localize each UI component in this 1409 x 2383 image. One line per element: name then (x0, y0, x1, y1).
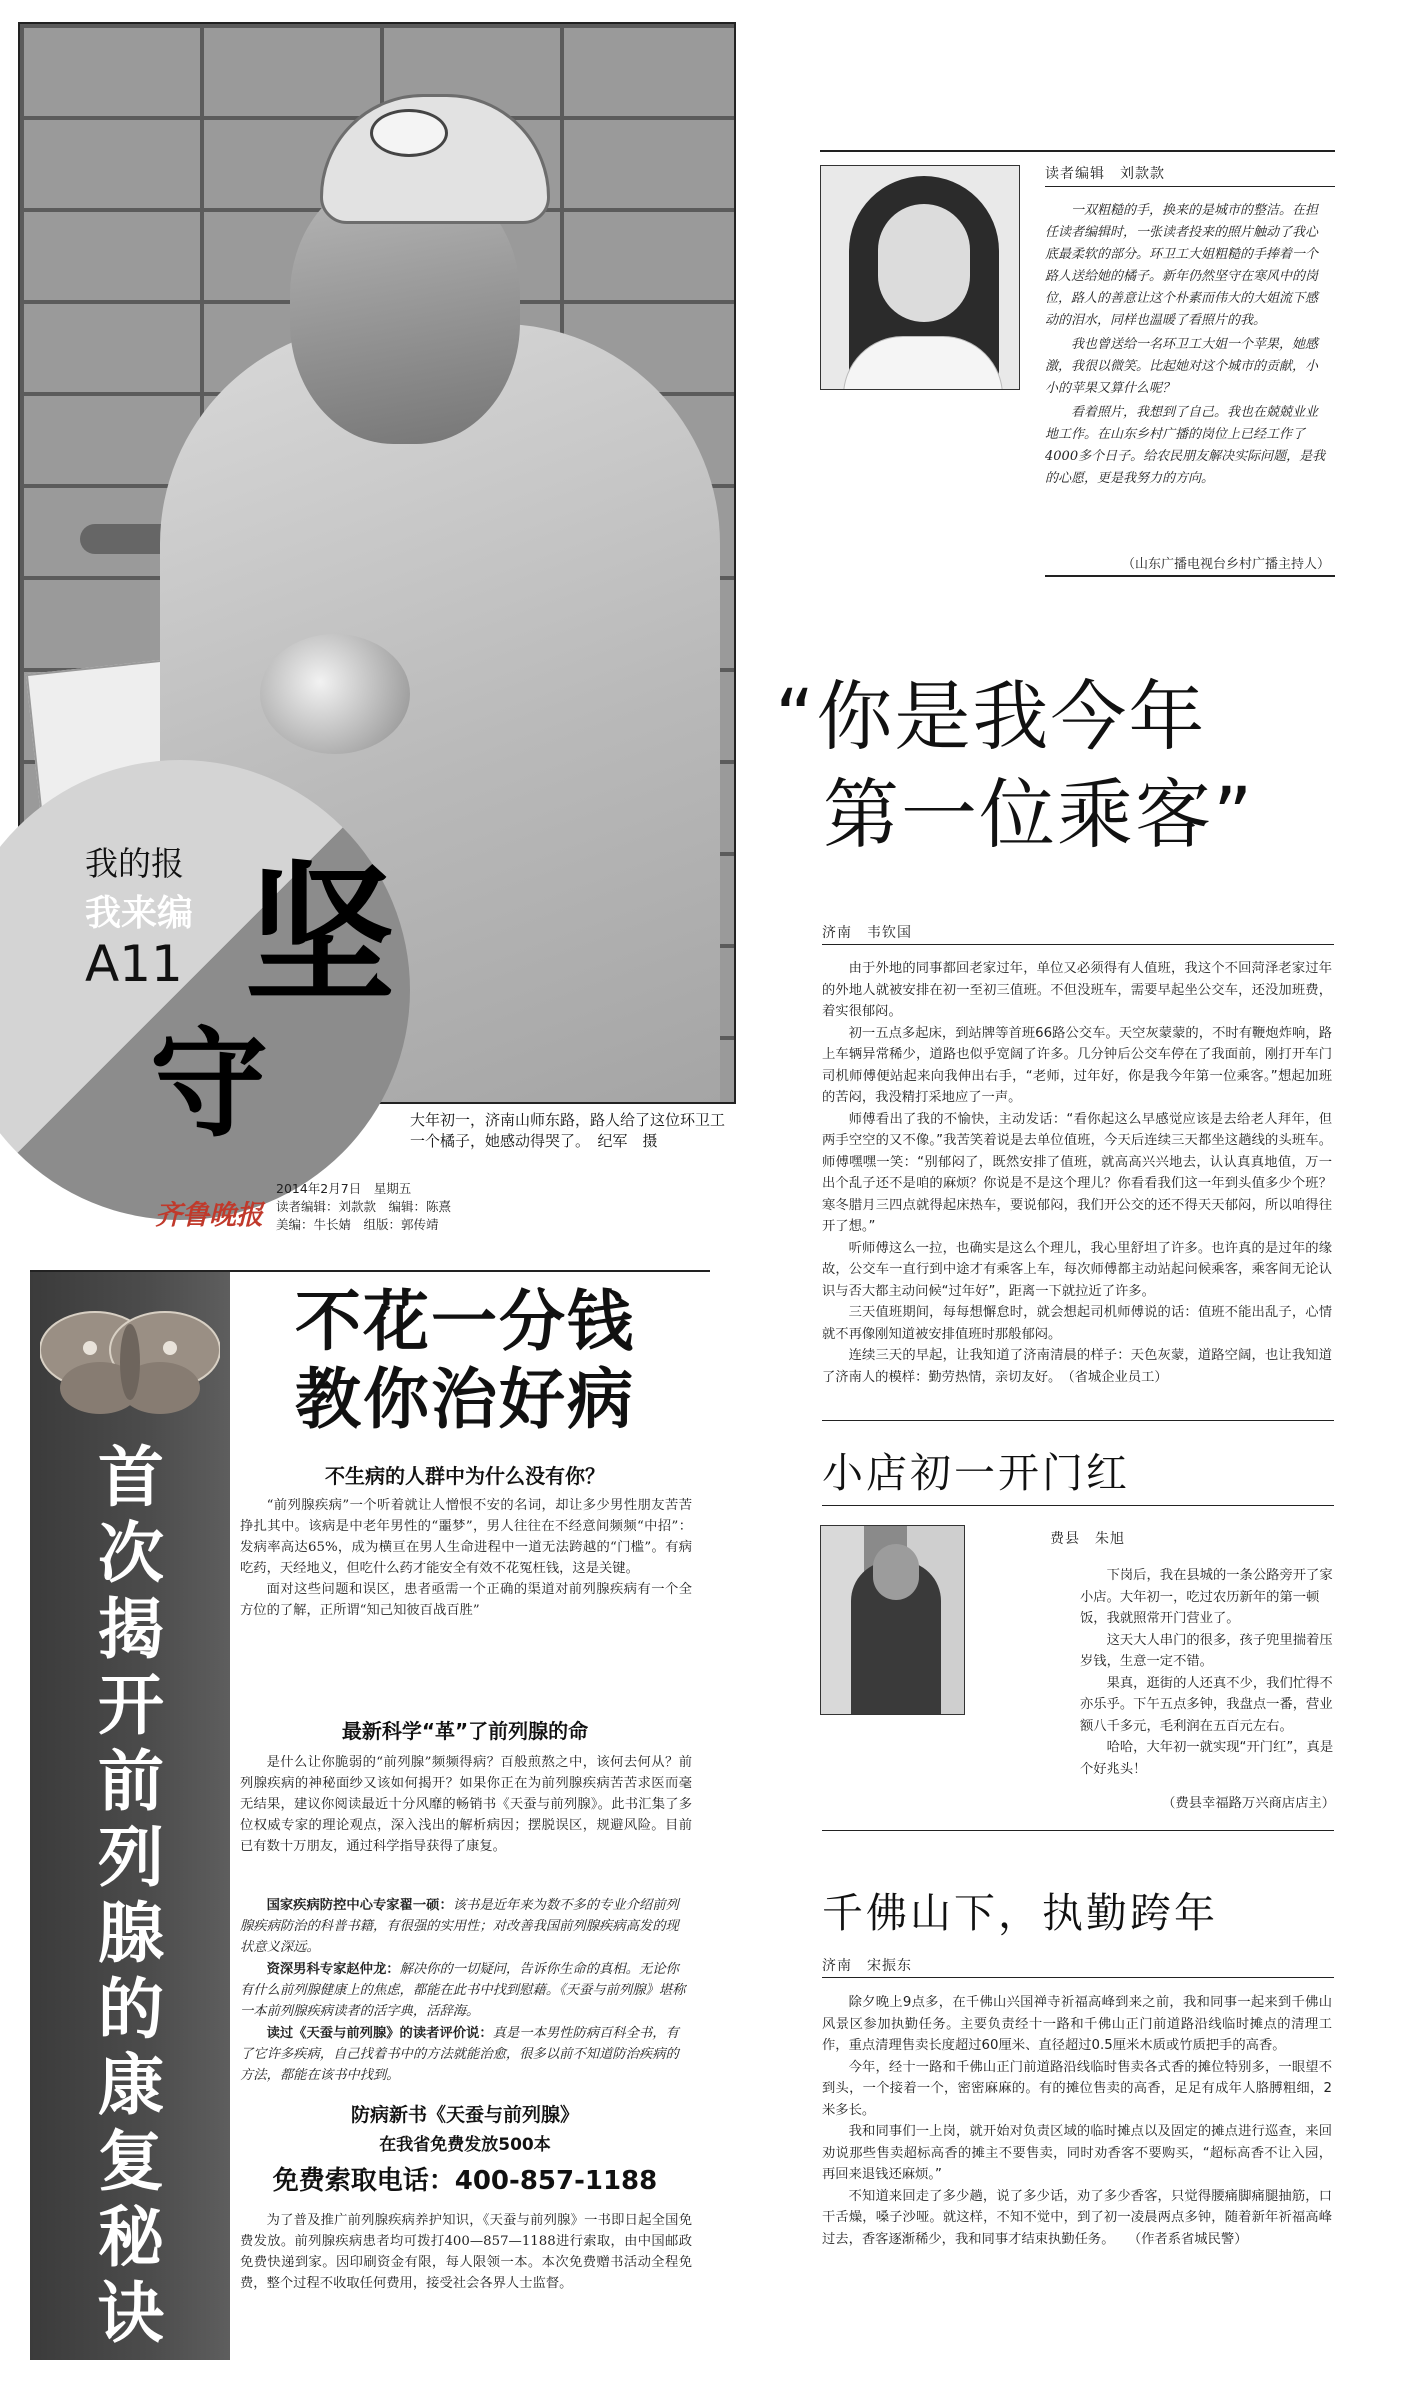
shopkeeper-photo (820, 1525, 965, 1715)
article-2-signature: （费县幸福路万兴商店店主） (1162, 1796, 1335, 1811)
article-1-paragraph: 听师傅这么一拉，也确实是这么个理儿，我心里舒坦了许多。也许真的是过年的缘故，公交车一直行到中途才有乘客上车，每次师傅都主动站起问候乘客，乘客间无论认识与否大都主动问候“过年好”，距离一下就拉近了许多。 (822, 1240, 1332, 1299)
ad-section-2 (240, 1752, 692, 1857)
ad-vertical-char: 诀 (98, 2275, 164, 2352)
photo-caption: 大年初一，济南山师东路，路人给了这位环卫工一个橘子，她感动得哭了。 纪军 摄 (410, 1111, 726, 1150)
ad-book-title: 防病新书《天蚕与前列腺》 (350, 2104, 579, 2126)
editor-signature: （山东广播电视台乡村广播主持人） (1121, 557, 1330, 572)
newspaper-logo: 齐鲁晚报 (155, 1200, 263, 1231)
orange-in-bag (260, 634, 410, 754)
editor-paragraph: 看着照片，我想到了自己。我也在兢兢业业地工作。在山东乡村广播的岗位上已经工作了4000多个日子。给农民朋友解决实际问题，是我的心愿，更是我努力的方向。 (1045, 405, 1326, 486)
ad-paragraph: 为了普及推广前列腺疾病养护知识，《天蚕与前列腺》一书即日起全国免费发放。前列腺疾病患者均可拨打400—857—1188进行索取，由中国邮政免费快递到家。因印刷资金有限，每人限领一本。本次免费赠书活动全程免费，整个过程不收取任何费用，接受社会各界人士监督。 (240, 2213, 692, 2291)
editor-face (878, 204, 970, 322)
editor-byline: 读者编辑 刘款款 (1045, 166, 1165, 182)
ad-vertical-char: 开 (98, 1667, 164, 1744)
expert-text: 真是一本男性防病百科全书，有了它许多疾病，自己找着书中的方法就能治愈，很多以前不知道防治疾病的方法，都能在该书中找到。 (240, 2026, 679, 2083)
article-1-headline-line-2: 第一位乘客” (823, 770, 1255, 859)
article-3-paragraph: 除夕晚上9点多，在千佛山兴国禅寺祈福高峰到来之前，我和同事一起来到千佛山风景区参加执勤任务。主要负责经十一路和千佛山正门前道路沿线临时摊点的清理工作，重点清理售卖长度超过60厘米、直径超过0.5厘米木质或竹质把手的高香。 (822, 1995, 1332, 2053)
page-number: A11 (85, 935, 183, 993)
article-2-bottom-rule (822, 1830, 1334, 1831)
section-label-my-paper: 我的报 (85, 844, 184, 883)
article-3-paragraph: 我和同事们一上岗，就开始对负责区域的临时摊点以及固定的摊点进行巡查，来回劝说那些售卖超标高香的摊主不要售卖，同时劝香客不要购买，“超标高香不让入园，再回来退钱还麻烦。” (822, 2124, 1332, 2182)
ad-phone-number: 免费索取电话：400-857-1188 (272, 2166, 658, 2196)
article-2-byline: 费县 朱旭 (1050, 1531, 1125, 1547)
moth-icon (40, 1290, 220, 1420)
issue-designers: 美编：牛长婧 组版：郭传靖 (276, 1217, 439, 1232)
ad-vertical-char: 首 (98, 1439, 164, 1516)
expert-text: 解决你的一切疑问，告诉你生命的真相。无论你有什么前列腺健康上的焦虑，都能在此书中找到慰藉。《天蚕与前列腺》堪称一本前列腺疾病读者的活字典，活辞海。 (240, 1962, 686, 2019)
article-1-byline-rule (822, 944, 1334, 945)
ad-headline-line-2: 教你治好病 (295, 1361, 635, 1438)
ad-paragraph: “前列腺疾病”一个听着就让人憎恨不安的名词，却让多少男性朋友苦苦挣扎其中。该病是中老年男性的“噩梦”，男人往往在不经意间频频“中招”：发病率高达65%，成为横亘在男人生命进程中一道无法跨越的“门槛”。有病吃药，天经地义，但吃什么药才能安全有效不花冤枉钱，这是关键。 (240, 1498, 692, 1576)
article-1-bottom-rule (822, 1420, 1334, 1421)
editor-bottom-rule (1045, 575, 1335, 577)
ad-expert-quotes (240, 1895, 692, 2087)
section-label-i-edit: 我来编 (85, 893, 194, 934)
article-1-paragraph: 三天值班期间，每每想懈怠时，就会想起司机师傅说的话：值班不能出乱子，心情就不再像刚知道被安排值班时那般郁闷。 (822, 1305, 1332, 1342)
ad-vertical-char: 前 (98, 1743, 164, 1820)
article-3-body (822, 1992, 1332, 2250)
ad-vertical-char: 复 (98, 2123, 164, 2200)
editor-top-rule (820, 150, 1335, 152)
issue-date: 2014年2月7日 星期五 (276, 1181, 412, 1196)
ad-subhead-1: 不生病的人群中为什么没有你？ (325, 1464, 605, 1488)
ad-subhead-2: 最新科学“革”了前列腺的命 (341, 1719, 589, 1743)
article-2-top-rule (822, 1505, 1334, 1506)
editor-portrait (820, 165, 1020, 390)
issue-info (276, 1180, 451, 1234)
article-3-byline-rule (822, 1977, 1334, 1978)
ad-vertical-char: 的 (98, 1971, 164, 2048)
article-2-paragraph: 果真，逛街的人还真不少，我们忙得不亦乐乎。下午五点多钟，我盘点一番，营业额八千多元，毛利润在五百元左右。 (1080, 1675, 1333, 1734)
theme-title-char-2: 守 (150, 1014, 269, 1153)
expert-name: 资深男科专家赵仲龙： (266, 1962, 400, 1977)
expert-quote (240, 2023, 692, 2086)
article-2-paragraph: 哈哈，大年初一就实现“开门红”，真是个好兆头！ (1080, 1740, 1334, 1777)
article-2-paragraph: 下岗后，我在县城的一条公路旁开了家小店。大年初一，吃过农历新年的第一顿饭，我就照常开门营业了。 (1080, 1568, 1333, 1626)
expert-text: 该书是近年来为数不多的专业介绍前列腺疾病防治的科普书籍，有很强的实用性；对改善我国前列腺疾病高发的现状意义深远。 (240, 1898, 679, 1955)
article-1-paragraph: 初一五点多起床，到站牌等首班66路公交车。天空灰蒙蒙的，不时有鞭炮炸响，路上车辆异常稀少，道路也似乎宽阔了许多。几分钟后公交车停在了我面前，刚打开车门司机师傅便站起来向我伸出右手，“老师，过年好，你是我今年第一位乘客。”想起加班的苦闷，我没精打采地应了一声。 (822, 1025, 1332, 1105)
editor-paragraph: 一双粗糙的手，换来的是城市的整洁。在担任读者编辑时，一张读者投来的照片触动了我心底最柔软的部分。环卫工大姐粗糙的手捧着一个路人送给她的橘子。新年仍然坚守在寒风中的岗位，路人的善意让这个朴素而伟大的大姐流下感动的泪水，同样也温暖了看照片的我。 (1045, 203, 1319, 328)
article-3-byline: 济南 宋振东 (822, 1958, 912, 1974)
expert-name: 国家疾病防控中心专家翟一硕： (266, 1898, 453, 1913)
ad-section-3 (240, 2210, 692, 2294)
expert-quote (240, 1959, 692, 2022)
article-1-headline (775, 668, 1375, 864)
expert-quote (240, 1895, 692, 1958)
theme-title-char-1: 坚 (245, 847, 396, 1023)
ad-vertical-char: 次 (98, 1515, 164, 1592)
shopkeeper-head (873, 1544, 919, 1600)
editor-column (1045, 200, 1330, 492)
ad-vertical-title (88, 1440, 174, 2352)
ad-vertical-char: 列 (98, 1819, 164, 1896)
issue-editors: 读者编辑：刘款款 编辑：陈熹 (276, 1199, 452, 1214)
ad-vertical-char: 揭 (98, 1591, 164, 1668)
article-1-headline-line-1: “你是我今年 (775, 672, 1207, 761)
article-2-headline: 小店初一开门红 (822, 1449, 1130, 1497)
ad-headline (240, 1283, 690, 1439)
article-1-byline: 济南 韦钦国 (822, 925, 912, 941)
cap-logo-icon (370, 109, 448, 157)
expert-name: 读过《天蚕与前列腺》的读者评价说： (266, 2026, 493, 2041)
ad-paragraph: 是什么让你脆弱的“前列腺”频频得病？百般煎熬之中，该何去何从？前列腺疾病的神秘面纱又该如何揭开？如果你正在为前列腺疾病苦苦求医而毫无结果，建议你阅读最近十分风靡的畅销书《天蚕与前列腺》。此书汇集了多位权威专家的理论观点，深入浅出的解析病因；摆脱误区，规避风险。目前已有数十万朋友，通过科学指导获得了康复。 (240, 1755, 692, 1854)
ad-free-offer: 在我省免费发放500本 (379, 2135, 551, 2155)
article-1-body (822, 958, 1332, 1388)
editor-paragraph: 我也曾送给一名环卫工大姐一个苹果，她感激，我很以微笑。比起她对这个城市的贡献，小小的苹果又算什么呢？ (1045, 337, 1319, 396)
ad-vertical-char: 腺 (98, 1895, 164, 1972)
editor-byline-rule (1045, 186, 1335, 187)
article-3-headline: 千佛山下，执勤跨年 (822, 1889, 1218, 1937)
article-1-paragraph: 连续三天的早起，让我知道了济南清晨的样子：天色灰蒙，道路空阔，也让我知道了济南人的模样：勤劳热情，亲切友好。 （省城企业员工） (822, 1348, 1332, 1385)
article-2-paragraph: 这天大人串门的很多，孩子兜里揣着压岁钱，生意一定不错。 (1080, 1632, 1333, 1669)
ad-paragraph: 面对这些问题和误区，患者亟需一个正确的渠道对前列腺疾病有一个全方位的了解，正所谓“知己知彼百战百胜” (240, 1582, 692, 1618)
ad-vertical-char: 秘 (98, 2199, 164, 2276)
ad-headline-line-1: 不花一分钱 (295, 1283, 635, 1360)
article-2-body (1080, 1565, 1335, 1780)
ad-section-1 (240, 1495, 692, 1621)
article-1-paragraph: 由于外地的同事都回老家过年，单位又必须得有人值班，我这个不回菏泽老家过年的外地人就被安排在初一至初三值班。不但没班车，需要早起坐公交车，还没加班费，着实很郁闷。 (822, 961, 1332, 1019)
ad-vertical-char: 康 (98, 2047, 164, 2124)
article-3-paragraph: 今年，经十一路和千佛山正门前道路沿线临时售卖各式香的摊位特别多，一眼望不到头，一个接着一个，密密麻麻的。有的摊位售卖的高香，足足有成年人胳膊粗细，2米多长。 (822, 2059, 1332, 2118)
article-1-paragraph: 师傅看出了我的不愉快，主动发话：“看你起这么早感觉应该是去给老人拜年，但两手空空的又不像。”我苦笑着说是去单位值班，今天后连续三天都坐这趟线的头班车。师傅嘿嘿一笑：“别郁闷了，既然安排了值班，就高高兴兴地去，认认真真地值，万一出个乱子还不是咱的麻烦？你说是不是这个理儿？你看看我们这一年到头值多少个班？寒冬腊月三四点就得起床热车，要说郁闷，我们开公交的还不得天天郁闷，所以咱得往开了想。” (822, 1111, 1332, 1234)
article-3-paragraph: 不知道来回走了多少趟，说了多少话，劝了多少香客，只觉得腰痛脚痛腿抽筋，口干舌燥，嗓子沙哑。就这样，不知不觉中，到了初一凌晨两点多钟，随着新年祈福高峰过去，香客逐渐稀少，我和同事才结束执勤任务。 （作者系省城民警） (822, 2188, 1332, 2247)
